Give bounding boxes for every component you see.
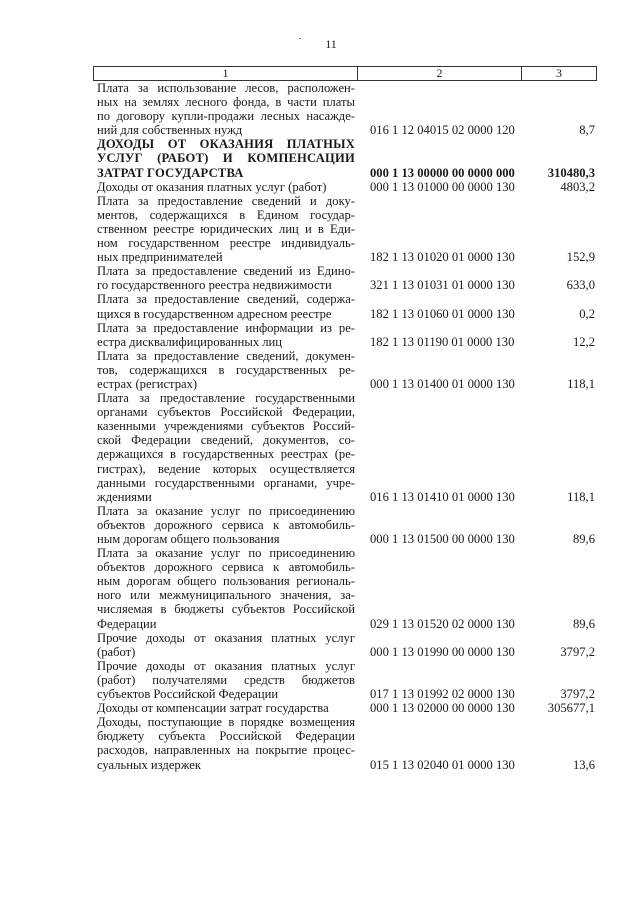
revenue-name-line: тов, содержащихся в государственных ре- — [97, 362, 355, 377]
page-number: 11 — [325, 37, 337, 51]
table-row — [93, 137, 597, 179]
table-row — [93, 504, 597, 546]
amount-value: 118,1 — [567, 489, 595, 504]
amount-value: 152,9 — [566, 250, 595, 265]
amount-value: 8,7 — [579, 123, 595, 138]
column-header-3: 3 — [556, 66, 562, 80]
revenue-name-line: ждениями — [97, 489, 152, 504]
table-row — [93, 546, 597, 631]
revenue-name-line: Плата за оказание услуг по присоединению — [97, 503, 355, 518]
revenue-name — [93, 504, 361, 546]
amount-value: 4803,2 — [560, 179, 595, 194]
budget-classification-code: 000 1 13 01500 00 0000 130 — [370, 532, 515, 546]
table-row — [93, 292, 597, 320]
revenue-name-line: бюджету субъекта Российской Федерации — [97, 729, 355, 744]
revenue-name-line: Плата за предоставление сведений, содержа- — [97, 292, 355, 307]
revenue-name — [93, 292, 361, 320]
budget-classification-code: 000 1 13 01400 01 0000 130 — [370, 376, 515, 391]
revenue-name-line: Плата за предоставление информации из ре- — [97, 320, 355, 335]
revenue-name-line: ДОХОДЫ ОТ ОКАЗАНИЯ ПЛАТНЫХ — [97, 137, 355, 152]
table-row — [93, 180, 597, 194]
scan-speck — [299, 38, 301, 39]
revenue-name-line: щихся в государственном адресном реестре — [97, 306, 332, 321]
budget-classification-code: 029 1 13 01520 02 0000 130 — [370, 616, 515, 631]
revenue-name-line: естра дисквалифицированных лиц — [97, 334, 283, 349]
amount-value: 89,6 — [572, 616, 595, 631]
revenue-name-line: ных предпринимателей — [97, 250, 223, 265]
table-row — [93, 701, 597, 715]
revenue-name — [93, 180, 361, 194]
budget-classification-code: 015 1 13 02040 01 0000 130 — [370, 757, 515, 772]
revenue-name-line: Доходы, поступающие в порядке возмещения — [97, 715, 355, 730]
budget-classification-code: 000 1 13 01990 00 0000 130 — [370, 644, 515, 659]
amount-value: 310480,3 — [547, 165, 595, 180]
table-row — [93, 321, 597, 349]
budget-classification-code: 182 1 13 01060 01 0000 130 — [370, 306, 515, 321]
revenue-name-line: Плата за оказание услуг по присоединению — [97, 546, 355, 561]
revenue-name — [93, 137, 361, 179]
revenue-name — [93, 659, 361, 701]
revenue-name — [93, 715, 361, 771]
revenue-name-line: расходов, направленных на покрытие процес- — [97, 743, 355, 758]
revenue-name — [93, 321, 361, 349]
table-row — [93, 631, 597, 659]
revenue-name-line: ных на землях лесного фонда, в части платы — [97, 95, 355, 110]
amount-value: 12,2 — [572, 334, 595, 349]
table-row — [93, 391, 597, 504]
revenue-name — [93, 631, 361, 659]
table-row — [93, 349, 597, 391]
revenue-name-line: Федерации — [97, 616, 157, 631]
revenue-name-line: казенными учреждениями субъектов Россий- — [97, 419, 355, 434]
revenue-name-line: числяемая в бюджеты субъектов Российской — [97, 602, 355, 617]
amount-value: 305677,1 — [547, 701, 595, 716]
budget-classification-code: 321 1 13 01031 01 0000 130 — [370, 278, 515, 293]
revenue-name-line: Прочие доходы от оказания платных услуг — [97, 658, 355, 673]
revenue-name-line: Плата за использование лесов, расположен- — [97, 81, 355, 95]
revenue-name — [93, 546, 361, 631]
revenue-name-line: ний для собственных нужд — [97, 123, 243, 138]
amount-value: 89,6 — [572, 532, 595, 546]
revenue-name — [93, 701, 361, 715]
revenue-name-line: объектов дорожного сервиса к автомобиль- — [97, 517, 355, 532]
table-row — [93, 715, 597, 771]
amount-value: 13,6 — [572, 757, 595, 772]
amount-value: 0,2 — [579, 306, 595, 321]
amount-value: 118,1 — [567, 376, 595, 391]
budget-classification-code: 016 1 12 04015 02 0000 120 — [370, 123, 515, 138]
revenue-name — [93, 349, 361, 391]
revenue-name-line: ном государственном реестре индивидуаль- — [97, 236, 355, 251]
budget-classification-code: 000 1 13 02000 00 0000 130 — [370, 701, 515, 716]
revenue-name-line: ственном реестре юридических лиц и в Еди- — [97, 221, 355, 236]
revenue-name-line: ментов, содержащихся в Едином государ- — [97, 207, 355, 222]
revenue-name-line: Прочие доходы от оказания платных услуг — [97, 630, 355, 645]
budget-classification-code: 000 1 13 01000 00 0000 130 — [370, 179, 515, 194]
table-body — [93, 81, 597, 772]
revenue-name-line: Плата за предоставление сведений и доку- — [97, 193, 355, 208]
table-row — [93, 264, 597, 292]
revenue-name-line: ным дорогам общего пользования — [97, 532, 280, 546]
revenue-name-line: гистрах), ведение которых осуществляется — [97, 461, 355, 476]
amount-value: 3797,2 — [560, 644, 595, 659]
table-row — [93, 659, 597, 701]
revenue-name-line: субъектов Российской Федерации — [97, 687, 279, 702]
budget-classification-code: 182 1 13 01190 01 0000 130 — [370, 334, 515, 349]
table-row — [93, 81, 597, 137]
revenue-name-line: суальных издержек — [97, 757, 201, 772]
revenue-name-line: держащихся в государственных реестрах (ре- — [97, 447, 355, 462]
column-header-1: 1 — [94, 67, 358, 80]
amount-value: 633,0 — [566, 278, 595, 293]
revenue-name-line: естрах (регистрах) — [97, 376, 198, 391]
revenue-name-line: ЗАТРАТ ГОСУДАРСТВА — [97, 165, 244, 180]
revenue-name-line: ской Федерации сведений, документов, со- — [97, 433, 355, 448]
budget-classification-code: 017 1 13 01992 02 0000 130 — [370, 687, 515, 702]
column-header-2: 2 — [358, 67, 522, 80]
revenue-name-line: Плата за предоставление сведений, докумен- — [97, 348, 355, 363]
budget-classification-code: 000 1 13 00000 00 0000 000 — [370, 165, 515, 180]
revenue-name-line: го государственного реестра недвижимости — [97, 278, 332, 293]
revenue-name-line: Плата за предоставление сведений из Едино- — [97, 264, 355, 279]
budget-classification-code: 016 1 13 01410 01 0000 130 — [370, 489, 515, 504]
revenue-name-line: (работ) получателями средств бюджетов — [97, 672, 355, 687]
revenue-name-line: данными государственными органами, учре- — [97, 475, 355, 490]
revenue-table — [93, 66, 597, 772]
revenue-name-line: Доходы от оказания платных услуг (работ) — [97, 179, 327, 194]
revenue-name-line: ного или межмуниципального значения, за- — [97, 588, 355, 603]
revenue-name — [93, 264, 361, 292]
revenue-name-line: (работ) — [97, 644, 136, 659]
budget-classification-code: 182 1 13 01020 01 0000 130 — [370, 250, 515, 265]
amount-value: 3797,2 — [560, 687, 595, 702]
revenue-name — [93, 81, 361, 137]
table-row — [93, 194, 597, 264]
revenue-name — [93, 391, 361, 504]
revenue-name — [93, 194, 361, 264]
table-header-row — [93, 66, 597, 81]
revenue-name-line: Плата за предоставление государственными — [97, 391, 355, 406]
revenue-name-line: Доходы от компенсации затрат государства — [97, 701, 329, 716]
revenue-name-line: по договору купли-продажи лесных насажде- — [97, 109, 355, 124]
revenue-name-line: органами субъектов Российской Федерации, — [97, 405, 355, 420]
revenue-name-line: УСЛУГ (РАБОТ) И КОМПЕНСАЦИИ — [97, 151, 355, 166]
revenue-name-line: ным дорогам общего пользования региональ- — [97, 574, 355, 589]
revenue-name-line: объектов дорожного сервиса к автомобиль- — [97, 560, 355, 575]
